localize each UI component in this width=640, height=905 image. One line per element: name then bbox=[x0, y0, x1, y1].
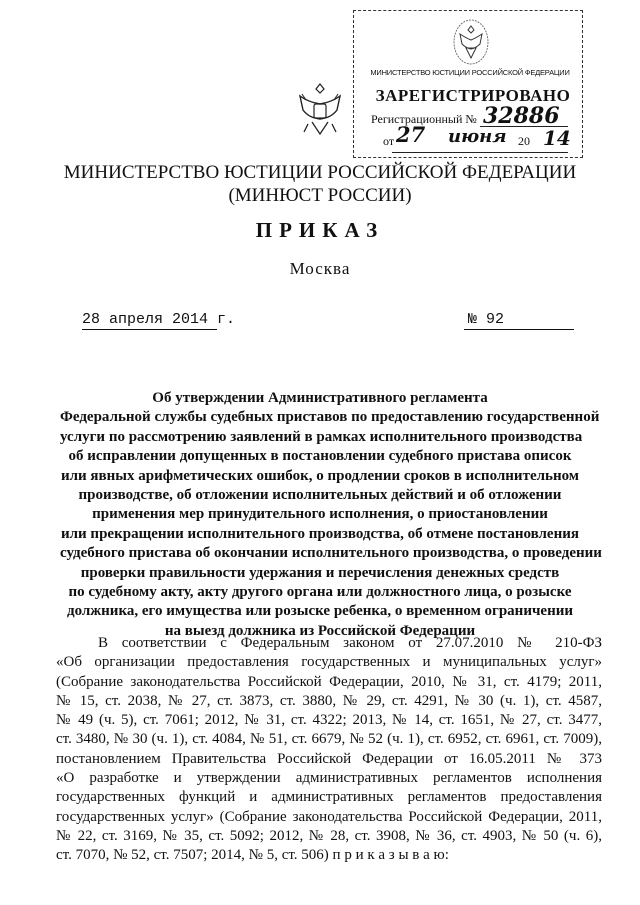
body-line: государственных функций и административных регламентов предоставления bbox=[56, 789, 602, 806]
order-date-underline bbox=[82, 329, 217, 330]
body-line: № 49 (ч. 5), ст. 7061; 2012, № 31, ст. 4322; 2013, № 14, ст. 1651, № 27, ст. 3477, bbox=[56, 712, 602, 729]
document-type: ПРИКАЗ bbox=[255, 218, 385, 242]
stamp-date-year-tail: 14 bbox=[543, 126, 571, 150]
order-number: № 92 bbox=[468, 311, 505, 328]
stamp-number-label: Регистрационный № bbox=[371, 112, 477, 126]
order-date: 28 апреля 2014 г. bbox=[82, 311, 236, 328]
title-line: об исправлении допущенных в постановлении судебного пристава описок bbox=[68, 448, 572, 465]
title-line: на выезд должника из Российской Федерации bbox=[164, 622, 476, 639]
title-line: или явных арифметических ошибок, о продлении сроков в исполнительном bbox=[60, 467, 580, 484]
stamp-date-underline bbox=[392, 152, 568, 153]
body-line: В соответствии с Федеральным законом от 27.07.2010 № 210-ФЗ bbox=[98, 635, 602, 651]
ministry-name-line1: МИНИСТЕРСТВО ЮСТИЦИИ РОССИЙСКОЙ ФЕДЕРАЦИИ bbox=[63, 162, 577, 183]
body-line: (Собрание законодательства Российской Федерации, 2010, № 31, ст. 4179; 2011, bbox=[56, 673, 602, 690]
stamp-eagle-emblem-icon bbox=[452, 18, 490, 66]
title-line: Об утверждении Административного регламента bbox=[152, 390, 488, 406]
body-line: № 22, ст. 3169, № 35, ст. 5092; 2012, № 28, ст. 3908, № 36, ст. 4903, № 50 (ч. 6), bbox=[56, 827, 602, 844]
city: Москва bbox=[289, 259, 351, 278]
body-line: № 15, ст. 2038, № 27, ст. 3873, ст. 3880, № 29, ст. 4291, № 30 (ч. 1), ст. 4587, bbox=[56, 692, 602, 709]
title-line: применения мер принудительного исполнения, о приостановлении bbox=[92, 506, 548, 523]
body-line: «О разработке и утверждении административных регламентов исполнения bbox=[56, 770, 602, 787]
title-line: или прекращении исполнительного производства, об отмене постановления bbox=[60, 525, 579, 542]
title-line: услуги по рассмотрению заявлений в рамках исполнительного производства bbox=[60, 428, 583, 445]
title-line: производстве, об отложении исполнительных действий и об отложении bbox=[78, 487, 562, 504]
title-line: по судебному акту, акту другого органа или должностного лица, о розыске bbox=[68, 584, 572, 601]
title-line: должника, его имущества или розыске ребенка, о временном ограничении bbox=[66, 603, 574, 620]
order-number-underline bbox=[464, 329, 574, 330]
title-line: проверки правильности удержания и перечисления денежных средств bbox=[80, 564, 560, 581]
stamp-date-day: 27 bbox=[396, 122, 426, 147]
stamp-number-value: 32886 bbox=[483, 103, 560, 129]
ministry-name bbox=[0, 161, 640, 207]
body-line: постановлением Правительства Российской Федерации от 16.05.2011 № 373 bbox=[56, 750, 602, 767]
order-body bbox=[56, 634, 602, 866]
title-line: Федеральной службы судебных приставов по предоставлению государственной bbox=[60, 409, 600, 426]
stamp-ministry-name: МИНИСТЕРСТВО ЮСТИЦИИ РОССИЙСКОЙ ФЕДЕРАЦИИ bbox=[370, 68, 570, 77]
title-line: судебного пристава об окончании исполнительного производства, о проведении bbox=[60, 545, 602, 562]
stamp-date-prefix: от bbox=[383, 134, 395, 148]
body-line: ст. 7070, № 52, ст. 7507; 2014, № 5, ст. 506) п р и к а з ы в а ю: bbox=[56, 847, 449, 864]
order-title bbox=[60, 389, 602, 641]
stamp-date-year: 20 bbox=[518, 134, 530, 148]
state-eagle-emblem-icon bbox=[296, 78, 344, 138]
body-line: ст. 3480, № 30 (ч. 1), ст. 4084, № 51, ст. 6679, № 52 (ч. 1), ст. 6952, ст. 6961, ст. 7009), bbox=[56, 731, 602, 748]
body-line: государственных услуг» (Собрание законодательства Российской Федерации, 2011, bbox=[56, 808, 602, 825]
ministry-name-line2: (МИНЮСТ РОССИИ) bbox=[228, 185, 412, 206]
body-line: «Об организации предоставления государственных и муниципальных услуг» bbox=[56, 654, 602, 671]
stamp-date-month: июня bbox=[448, 126, 507, 147]
stamp-registered-label: ЗАРЕГИСТРИРОВАНО bbox=[375, 86, 571, 105]
